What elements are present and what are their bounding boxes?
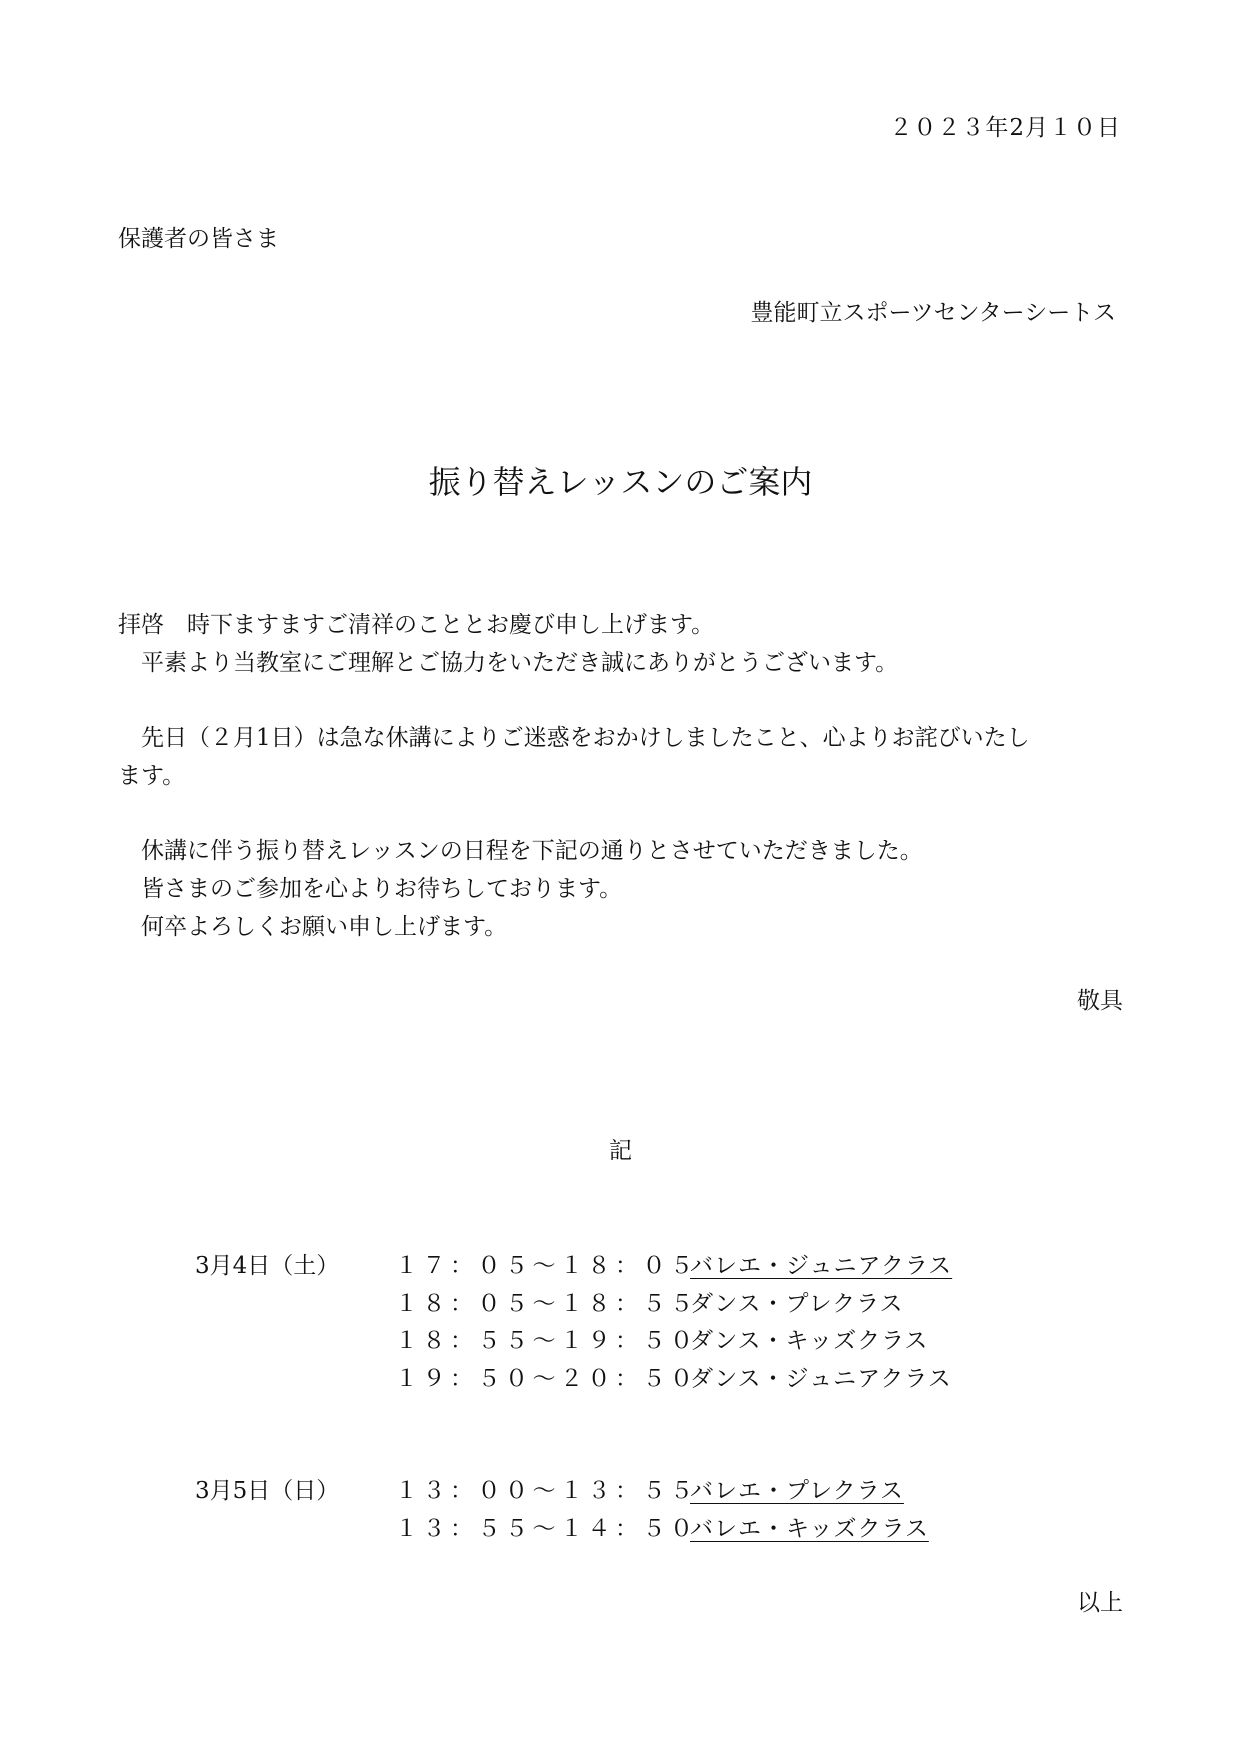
schedule-time: １９：５０〜２０：５０	[395, 1366, 698, 1392]
schedule-date: 3月5日（日）	[195, 1478, 340, 1504]
schedule-time: １８：０５〜１８：５５	[395, 1291, 698, 1317]
body-line-apology: 先日（２月1日）は急な休講によりご迷惑をおかけしましたこと、心よりお詫びいたし	[118, 725, 1030, 751]
document-date: ２０２３年2月１０日	[889, 115, 1121, 141]
sender: 豊能町立スポーツセンターシートス	[750, 300, 1116, 326]
body-line-apology-cont: ます。	[118, 763, 186, 789]
document-title: 振り替えレッスンのご案内	[428, 463, 813, 501]
schedule-date: 3月4日（土）	[195, 1253, 340, 1279]
schedule-class: ダンス・プレクラス	[690, 1291, 904, 1317]
body-line-schedule-notice: 休講に伴う振り替えレッスンの日程を下記の通りとさせていただきました。	[118, 838, 923, 864]
schedule-class: バレエ・ジュニアクラス	[690, 1253, 953, 1279]
end-ijou: 以上	[1077, 1590, 1123, 1616]
schedule-time: １３：００〜１３：５５	[395, 1478, 698, 1504]
schedule-class: バレエ・キッズクラス	[690, 1516, 929, 1542]
body-line-greeting: 拝啓 時下ますますご清祥のこととお慶び申し上げます。	[118, 612, 715, 638]
body-line-thanks: 平素より当教室にご理解とご協力をいただき誠にありがとうございます。	[118, 650, 899, 676]
schedule-time: １３：５５〜１４：５０	[395, 1516, 698, 1542]
schedule-class: ダンス・ジュニアクラス	[690, 1366, 952, 1392]
closing-keigu: 敬具	[1077, 988, 1123, 1014]
body-line-request: 何卒よろしくお願い申し上げます。	[118, 914, 508, 940]
ki-heading: 記	[609, 1138, 632, 1164]
schedule-time: １７：０５〜１８：０５	[395, 1253, 698, 1279]
body-line-invitation: 皆さまのご参加を心よりお待ちしております。	[118, 876, 623, 902]
recipient: 保護者の皆さま	[118, 226, 279, 252]
schedule-time: １８：５５〜１９：５０	[395, 1328, 698, 1354]
schedule-class: バレエ・プレクラス	[690, 1478, 904, 1504]
schedule-class: ダンス・キッズクラス	[690, 1328, 929, 1354]
